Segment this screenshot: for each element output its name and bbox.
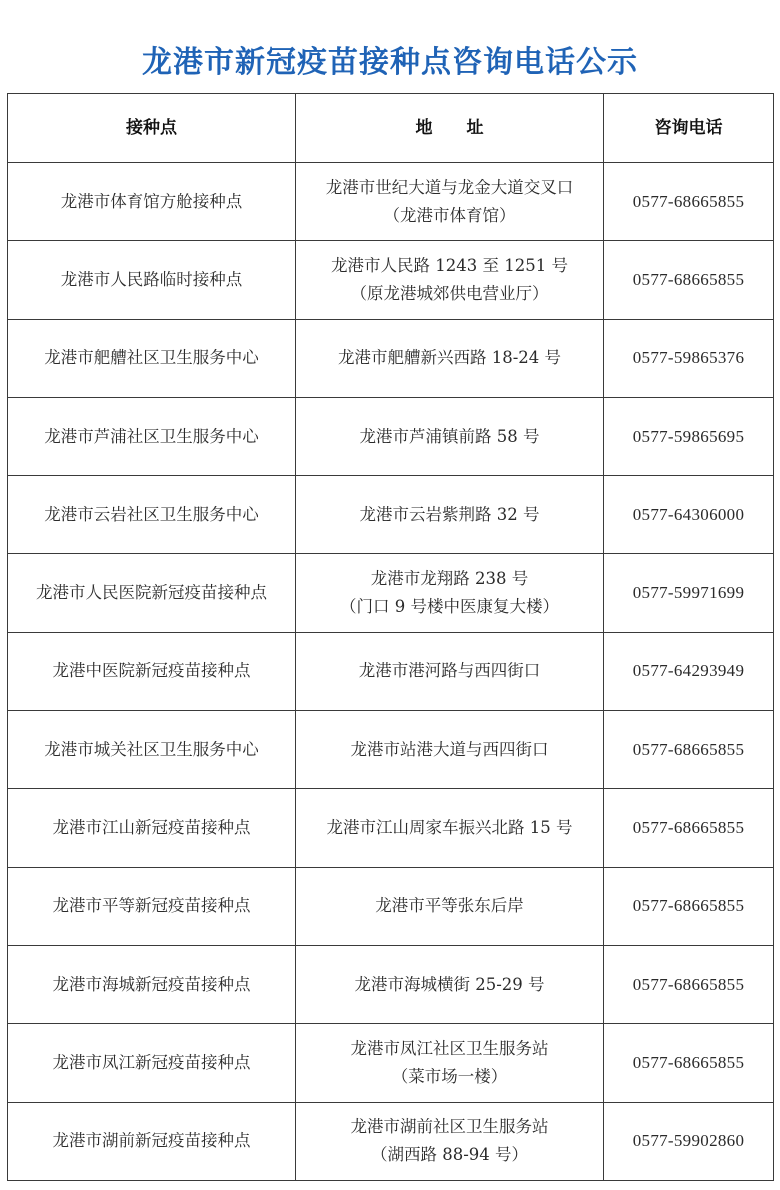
address-line: 龙港市江山周家车振兴北路 15 号 [326,818,573,838]
phone-cell: 0577-59971699 [604,554,774,632]
address-cell [296,397,604,475]
address-line: （菜市场一楼） [391,1066,508,1086]
address-cell [296,163,604,241]
phone-cell: 0577-68665855 [604,241,774,319]
address-line: 龙港市世纪大道与龙金大道交叉口 [325,177,574,197]
address-line: 龙港市芦浦镇前路 58 号 [359,426,540,446]
header-site: 接种点 [8,94,296,163]
address-line: （龙港市体育馆） [383,205,516,225]
table-row [8,711,774,789]
table-header-row [8,94,774,163]
table-row [8,789,774,867]
phone-cell: 0577-59865376 [604,319,774,397]
address-cell [296,1102,604,1180]
address-line: （门口 9 号楼中医康复大楼） [340,597,559,617]
address-line: （原龙港城郊供电营业厅） [350,283,549,303]
site-cell: 龙港市舥艚社区卫生服务中心 [8,319,296,397]
phone-cell: 0577-64306000 [604,476,774,554]
site-cell: 龙港市人民医院新冠疫苗接种点 [8,554,296,632]
address-cell [296,945,604,1023]
address-line: 龙港市舥艚新兴西路 18-24 号 [337,348,562,368]
phone-cell: 0577-68665855 [604,711,774,789]
address-cell [296,867,604,945]
table-row [8,1102,774,1180]
site-cell: 龙港市芦浦社区卫生服务中心 [8,397,296,475]
address-cell [296,1024,604,1102]
address-cell [296,476,604,554]
address-cell [296,632,604,710]
address-cell [296,319,604,397]
site-cell: 龙港市平等新冠疫苗接种点 [8,867,296,945]
header-address: 地 址 [296,94,604,163]
phone-cell: 0577-68665855 [604,867,774,945]
address-line: 龙港市港河路与西四街口 [358,661,541,681]
table-row [8,867,774,945]
phone-cell: 0577-59865695 [604,397,774,475]
address-cell [296,554,604,632]
phone-cell: 0577-68665855 [604,163,774,241]
table-row [8,554,774,632]
address-cell [296,241,604,319]
vaccination-sites-table [7,93,774,1181]
address-line: 龙港市平等张东后岸 [375,896,524,916]
phone-cell: 0577-64293949 [604,632,774,710]
site-cell: 龙港市城关社区卫生服务中心 [8,711,296,789]
phone-cell: 0577-59902860 [604,1102,774,1180]
address-line: 龙港市人民路 1243 至 1251 号 [331,255,568,275]
site-cell: 龙港市江山新冠疫苗接种点 [8,789,296,867]
table-row [8,476,774,554]
site-cell: 龙港市体育馆方舱接种点 [8,163,296,241]
address-line: 龙港市海城横街 25-29 号 [354,974,545,994]
address-line: 龙港市凤江社区卫生服务站 [350,1038,549,1058]
site-cell: 龙港市云岩社区卫生服务中心 [8,476,296,554]
phone-cell: 0577-68665855 [604,789,774,867]
table-row [8,945,774,1023]
site-cell: 龙港市人民路临时接种点 [8,241,296,319]
address-line: 龙港市云岩紫荆路 32 号 [359,504,540,524]
table-row [8,632,774,710]
address-line: 龙港市龙翔路 238 号 [370,569,529,589]
site-cell: 龙港市海城新冠疫苗接种点 [8,945,296,1023]
table-row [8,241,774,319]
site-cell: 龙港市凤江新冠疫苗接种点 [8,1024,296,1102]
phone-cell: 0577-68665855 [604,1024,774,1102]
header-phone: 咨询电话 [604,94,774,163]
page-title: 龙港市新冠疫苗接种点咨询电话公示 [142,45,638,80]
address-line: 龙港市站港大道与西四街口 [350,739,549,759]
address-cell [296,711,604,789]
site-cell: 龙港市湖前新冠疫苗接种点 [8,1102,296,1180]
table-row [8,319,774,397]
table-row [8,1024,774,1102]
address-line: 龙港市湖前社区卫生服务站 [350,1117,549,1137]
address-line: （湖西路 88-94 号） [370,1145,529,1165]
phone-cell: 0577-68665855 [604,945,774,1023]
table-row [8,163,774,241]
site-cell: 龙港中医院新冠疫苗接种点 [8,632,296,710]
table-row [8,397,774,475]
address-cell [296,789,604,867]
